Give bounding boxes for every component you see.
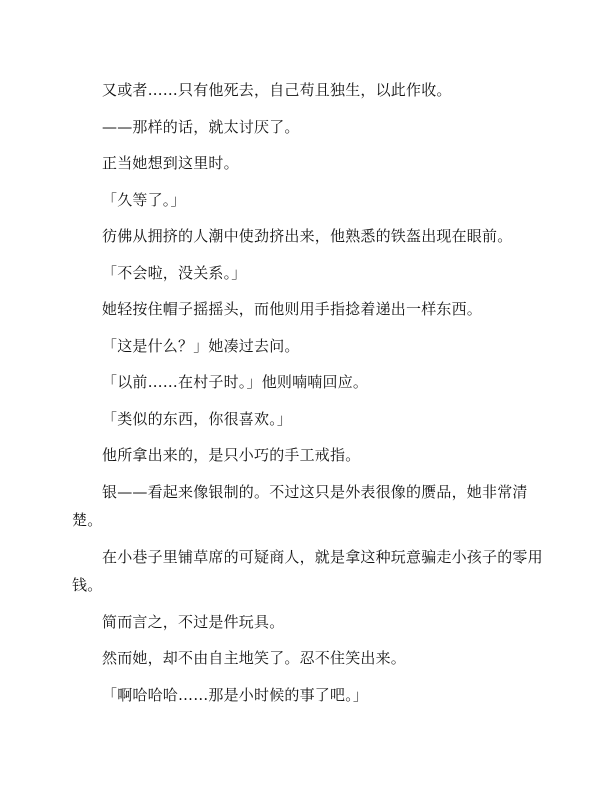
paragraph-12: 银——看起来像银制的。不过这只是外表很像的赝品，她非常清楚。 [72,482,528,529]
paragraph-16: 「啊哈哈哈……那是小时候的事了吧。」 [102,685,369,704]
paragraph-2: ——那样的话，就太讨厌了。 [102,117,300,136]
paragraph-7: 她轻按住帽子摇摇头，而他则用手指捻着递出一样东西。 [102,300,483,318]
paragraph-5: 彷佛从拥挤的人潮中使劲挤出来，他熟悉的铁盔出现在眼前。 [102,227,513,245]
paragraph-11: 他所拿出来的，是只小巧的手工戒指。 [102,446,361,464]
paragraph-13: 在小巷子里铺草席的可疑商人，就是拿这种玩意骗走小孩子的零用钱。 [72,547,543,594]
paragraph-15: 然而她，却不由自主地笑了。忍不住笑出来。 [102,649,407,667]
paragraph-6: 「不会啦，没关系。」 [102,263,247,282]
paragraph-9: 「以前……在村子时。」他则喃喃回应。 [102,373,369,391]
paragraph-14: 简而言之，不过是件玩具。 [102,612,285,631]
paragraph-8: 「这是什么？」她凑过去问。 [102,336,300,355]
paragraph-10: 「类似的东西，你很喜欢。」 [102,409,293,428]
paragraph-1: 又或者……只有他死去，自己苟且独生，以此作收。 [102,81,452,99]
paragraph-3: 正当她想到这里时。 [102,154,239,172]
paragraph-4: 「久等了。」 [102,190,186,209]
